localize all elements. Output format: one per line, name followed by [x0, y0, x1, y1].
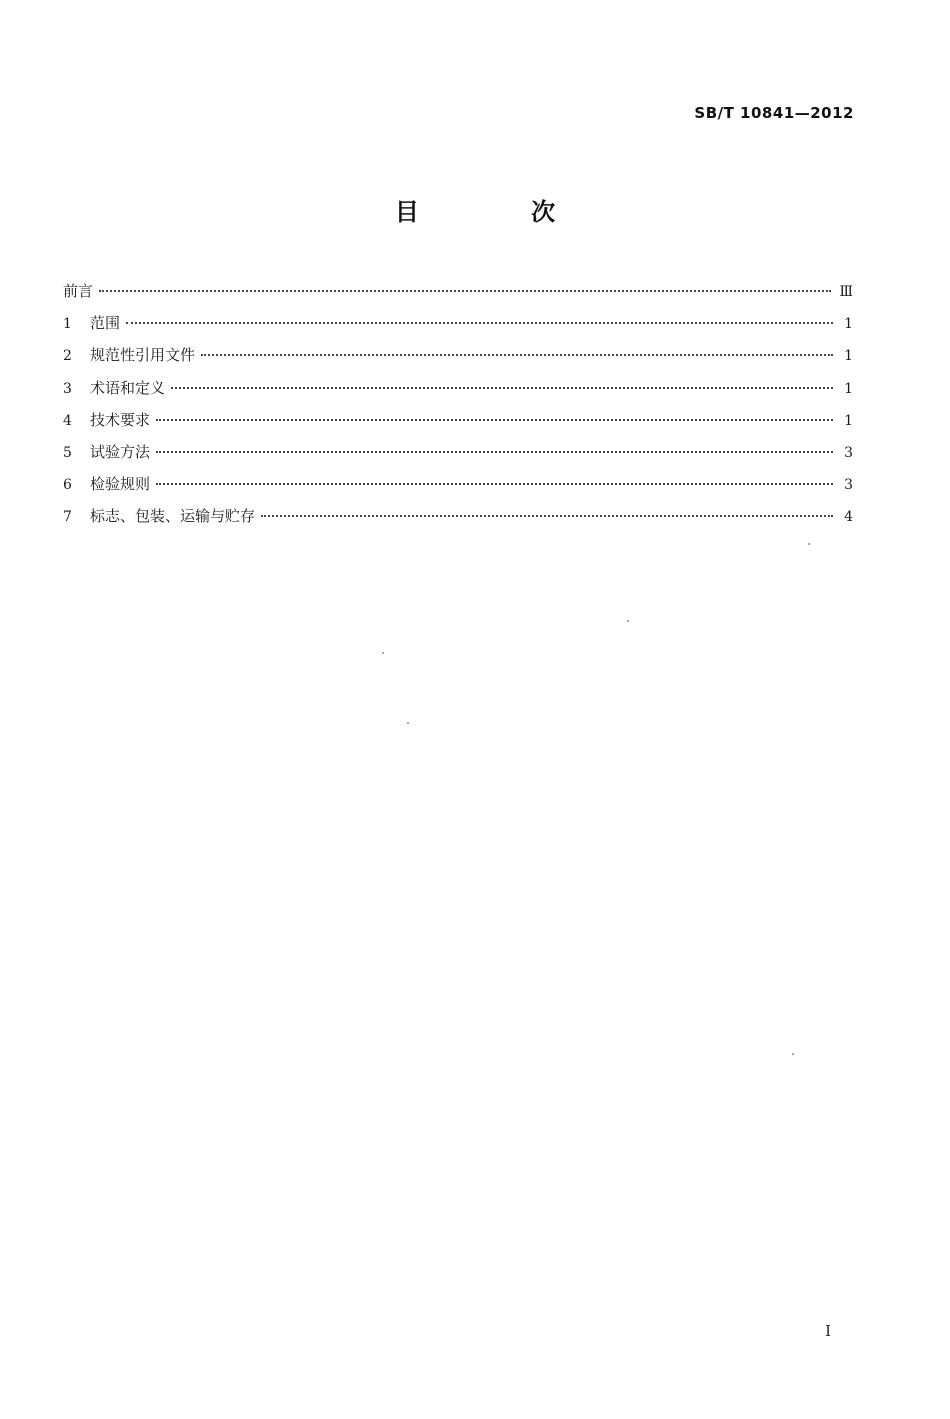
toc-entry-number: 4: [63, 412, 72, 429]
toc-entry-number: 6: [63, 477, 72, 494]
scan-speck: [382, 652, 384, 654]
toc-entry-page: 1: [844, 412, 853, 429]
toc-entry-number: 5: [63, 444, 72, 461]
toc-entry-number: 3: [63, 380, 72, 397]
dot-leader: [261, 515, 833, 517]
toc-entry-page: 1: [844, 380, 853, 397]
toc-entry-number: 7: [63, 509, 72, 526]
dot-leader: [201, 354, 833, 356]
dot-leader: [99, 290, 831, 292]
toc-entry-page: 4: [844, 509, 853, 526]
toc-entry-title: 技术要求: [90, 410, 151, 429]
toc-entry-title: 标志、包装、运输与贮存: [90, 507, 256, 526]
toc-entry-number: 2: [63, 348, 72, 365]
toc-entry-inspection-rules[interactable]: [63, 471, 853, 503]
toc-entry-technical-requirements[interactable]: [63, 407, 853, 439]
table-of-contents: [63, 278, 853, 536]
toc-entry-page: Ⅲ: [839, 284, 853, 300]
scan-speck: [792, 1053, 794, 1055]
toc-entry-marking-packaging[interactable]: [63, 503, 853, 535]
toc-entry-normative-references[interactable]: [63, 342, 853, 374]
toc-entry-test-methods[interactable]: [63, 439, 853, 471]
dot-leader: [156, 451, 833, 453]
scan-speck: [627, 620, 629, 622]
standard-number: SB/T 10841—2012: [694, 104, 854, 122]
dot-leader: [126, 322, 833, 324]
page-number: I: [825, 1322, 831, 1340]
dot-leader: [156, 419, 833, 421]
toc-entry-title: 术语和定义: [90, 378, 166, 397]
toc-entry-title: 试验方法: [90, 442, 151, 461]
toc-entry-page: 1: [844, 316, 853, 333]
toc-entry-title: 规范性引用文件: [90, 346, 196, 365]
toc-entry-number: 1: [63, 316, 72, 333]
toc-entry-title: 范围: [90, 314, 121, 333]
scan-speck: [407, 722, 409, 724]
scan-speck: [808, 543, 810, 545]
dot-leader: [156, 483, 833, 485]
toc-entry-terms-definitions[interactable]: [63, 375, 853, 407]
toc-title: 目 次: [394, 198, 608, 226]
toc-entry-page: 3: [844, 477, 853, 494]
toc-entry-page: 3: [844, 444, 853, 461]
toc-entry-scope[interactable]: [63, 310, 853, 342]
dot-leader: [171, 387, 833, 389]
toc-entry-page: 1: [844, 348, 853, 365]
toc-entry-title: 前言: [63, 282, 94, 300]
toc-entry-foreword[interactable]: [63, 278, 853, 310]
toc-entry-title: 检验规则: [90, 475, 151, 494]
